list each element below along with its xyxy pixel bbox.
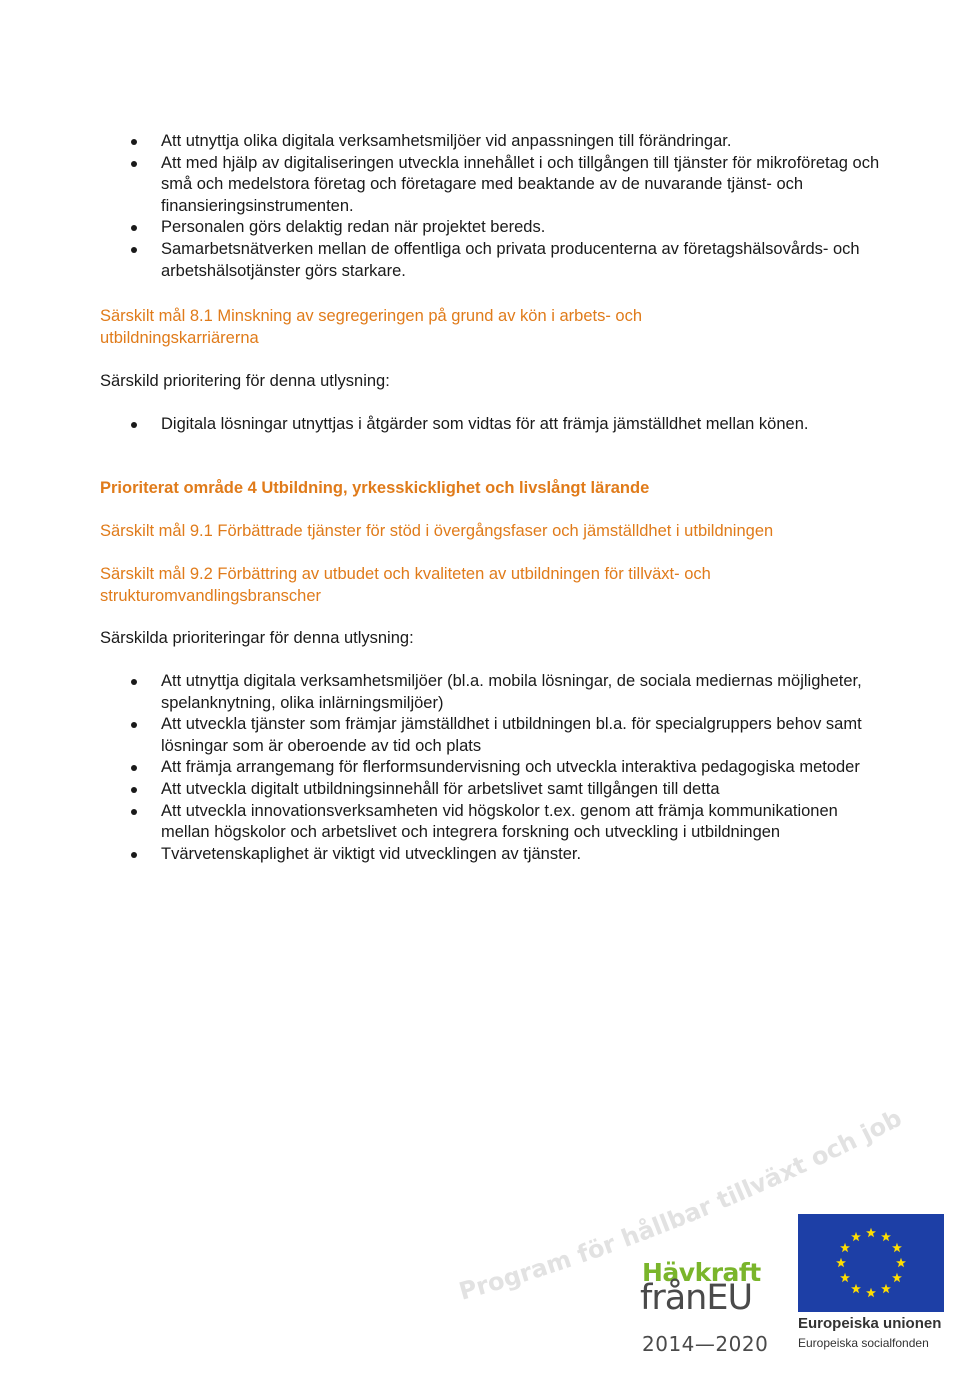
havkraft-logo (640, 1258, 780, 1362)
priority-area-4-heading: Prioriterat område 4 Utbildning, yrkesskicklighet och livslångt lärande (100, 479, 650, 497)
bullet-icon (131, 679, 137, 685)
goal-9-1-heading: Särskilt mål 9.1 Förbättrade tjänster för stöd i övergångsfaser och jämställdhet i utbildningen (100, 522, 774, 540)
eu-star-icon (896, 1258, 906, 1267)
bullet-icon (131, 139, 137, 145)
list-item: Att utveckla digitalt utbildningsinnehåll för arbetslivet samt tillgången till detta (100, 779, 880, 801)
priority-label-9-2: Särskilda prioriteringar för denna utlysning: (100, 629, 414, 647)
goal-9-2-heading: Särskilt mål 9.2 Förbättring av utbudet och kvaliteten av utbildningen för tillväxt- och strukturomvandlingsbranscher (100, 565, 711, 605)
slogan-text: Program för hållbar tillväxt och jobb (441, 1103, 907, 1306)
bullet-icon (131, 852, 137, 858)
bullet-list-equality (100, 414, 880, 436)
eu-name-label: Europeiska unionen (798, 1315, 942, 1332)
bullet-icon (131, 225, 137, 231)
priority-label-8-1: Särskild prioritering för denna utlysning: (100, 372, 390, 390)
eu-star-icon (881, 1284, 891, 1293)
bullet-icon (131, 787, 137, 793)
goal-8-1-heading: Särskilt mål 8.1 Minskning av segregeringen på grund av kön i arbets- och utbildningskarriärerna (100, 307, 643, 347)
bullet-icon (131, 161, 137, 167)
eu-star-icon (836, 1258, 846, 1267)
bullet-list-education (100, 671, 880, 865)
eu-star-icon (866, 1288, 876, 1297)
eu-star-icon (881, 1232, 891, 1241)
bullet-icon (131, 809, 137, 815)
list-item: Personalen görs delaktig redan när projektet bereds. (100, 217, 880, 239)
havkraft-logo-years: 2014—2020 (642, 1332, 769, 1356)
eu-star-icon (851, 1284, 861, 1293)
list-item: Att med hjälp av digitaliseringen utveckla innehållet i och tillgången till tjänster för mikroföretag och små och medelstora företag och företagare med beaktande av de nuvarande tjänst- och finansieringsinstrumenten. (100, 153, 880, 218)
eu-star-icon (892, 1273, 902, 1282)
list-item: Att främja arrangemang för flerformsundervisning och utveckla interaktiva pedagogiska metoder (100, 757, 880, 779)
list-item: Att utnyttja olika digitala verksamhetsmiljöer vid anpassningen till förändringar. (100, 131, 880, 153)
eu-fund-label: Europeiska socialfonden (798, 1336, 929, 1350)
list-item: Att utveckla tjänster som främjar jämställdhet i utbildningen bl.a. för specialgruppers behov samt lösningar som är oberoende av tid och plats (100, 714, 880, 757)
list-item: Samarbetsnätverken mellan de offentliga och privata producenterna av företagshälsovårds- och arbetshälsotjänster görs starkare. (100, 239, 880, 282)
eu-stars-icon (798, 1214, 944, 1312)
eu-star-icon (851, 1232, 861, 1241)
eu-flag-icon (798, 1214, 944, 1312)
list-item: Att utnyttja digitala verksamhetsmiljöer (bl.a. mobila lösningar, de sociala mediernas möjligheter, spelanknytning, olika inlärningsmiljöer) (100, 671, 880, 714)
havkraft-logo-line2: frånEU (640, 1278, 753, 1318)
list-item: Tvärvetenskaplighet är viktigt vid utvecklingen av tjänster. (100, 844, 880, 866)
eu-star-icon (892, 1243, 902, 1252)
bullet-list-digital-work (100, 131, 880, 282)
bullet-icon (131, 765, 137, 771)
list-item: Att utveckla innovationsverksamheten vid högskolor t.ex. genom att främja kommunikationen mellan högskolor och arbetslivet och integrera forskning och utveckling i utbildningen (100, 801, 880, 844)
bullet-icon (131, 422, 137, 428)
bullet-icon (131, 722, 137, 728)
list-item: Digitala lösningar utnyttjas i åtgärder som vidtas för att främja jämställdhet mellan könen. (100, 414, 880, 436)
eu-star-icon (840, 1273, 850, 1282)
bullet-icon (131, 247, 137, 253)
havkraft-logo-line1: Hävkraft (642, 1258, 761, 1287)
eu-star-icon (840, 1243, 850, 1252)
eu-star-icon (866, 1228, 876, 1237)
